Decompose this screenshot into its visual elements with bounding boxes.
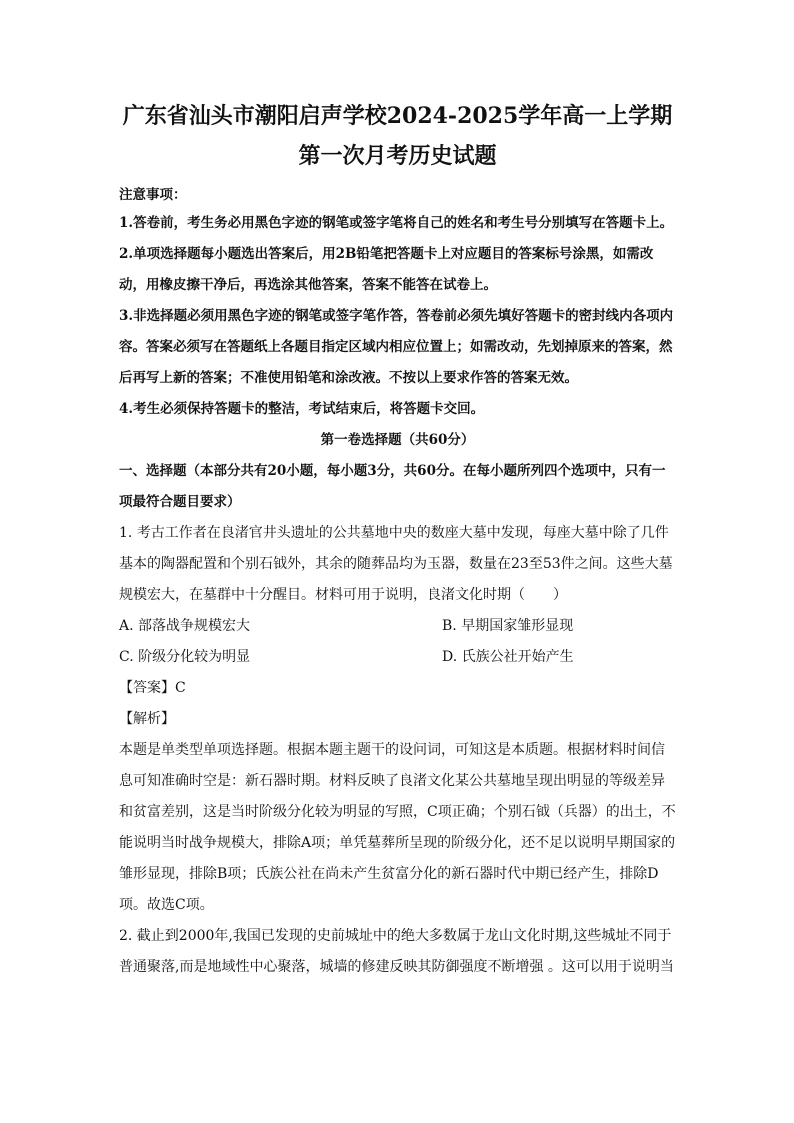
part-instructions: 一、选择题（本部分共有20小题，每小题3分，共60分。在每小题所列四个选项中，只有一项最符合题目要求） (119, 463, 666, 510)
notice-item-3: 3.非选择题必须用黑色字迹的钢笔或签字笔作答，答卷前必须先填好答题卡的密封线内各项内容。答案必须写在答题纸上各题目指定区域内相应位置上；如需改动，先划掉原来的答案，然后再写上新的答案；不准使用铅笔和涂改液。不按以上要求作答的答案无效。 (119, 308, 674, 386)
analysis-label: 【解析】 (119, 711, 175, 727)
answer-label: 【答案】C (119, 680, 186, 696)
notice-item-1: 1.答卷前，考生务必用黑色字迹的钢笔或签字笔将自己的姓名和考生号分别填写在答题卡上。 (119, 215, 674, 231)
notice-item-4: 4.考生必须保持答题卡的整洁，考试结束后，将答题卡交回。 (119, 401, 485, 417)
exam-title-line1: 广东省汕头市潮阳启声学校2024-2025学年高一上学期 (122, 103, 673, 129)
question-1-stem: 1. 考古工作者在良渚官井头遗址的公共墓地中央的数座大墓中发现，每座大墓中除了几件基本的陶器配置和个别石钺外，其余的随葬品均为玉器，数量在23至53件之间。这些大墓规模宏大，在墓群中十分醒目。材料可用于说明，良渚文化时期（ ） (119, 525, 673, 603)
option-d: D. 氏族公社开始产生 (442, 649, 574, 665)
section-title: 第一卷选择题（共60分） (320, 432, 475, 448)
question-2-stem: 2. 截止到2000年,我国已发现的史前城址中的绝大多数属于龙山文化时期,这些城址不同于普通聚落,而是地域性中心聚落，城墙的修建反映其防御强度不断增强 。这可以用于说明当 (119, 928, 674, 975)
option-a: A. 部落战争规模宏大 (119, 618, 251, 634)
exam-title-line2: 第一次月考历史试题 (298, 143, 497, 169)
notice-heading: 注意事项： (119, 187, 187, 203)
question-1-options (119, 611, 676, 673)
notice-item-2: 2.单项选择题每小题选出答案后，用2B铅笔把答题卡上对应题目的答案标号涂黑，如需改动，用橡皮擦干净后，再选涂其他答案，答案不能答在试卷上。 (119, 246, 654, 293)
analysis-text: 本题是单类型单项选择题。根据本题主题干的设问词，可知这是本质题。根据材料时间信息可知准确时空是：新石器时期。材料反映了良渚文化某公共墓地呈现出明显的等级差异和贫富差别，这是当时阶级分化较为明显的写照，C项正确；个别石钺（兵器）的出土，不能说明当时战争规模大，排除A项；单凭墓葬所呈现的阶级分化，还不足以说明早期国家的雏形显现，排除B项；氏族公社在尚未产生贫富分化的新石器时代中期已经产生，排除D项。故选C项。 (119, 742, 676, 913)
option-c: C. 阶级分化较为明显 (119, 649, 251, 665)
option-b: B. 早期国家雏形显现 (442, 618, 574, 634)
